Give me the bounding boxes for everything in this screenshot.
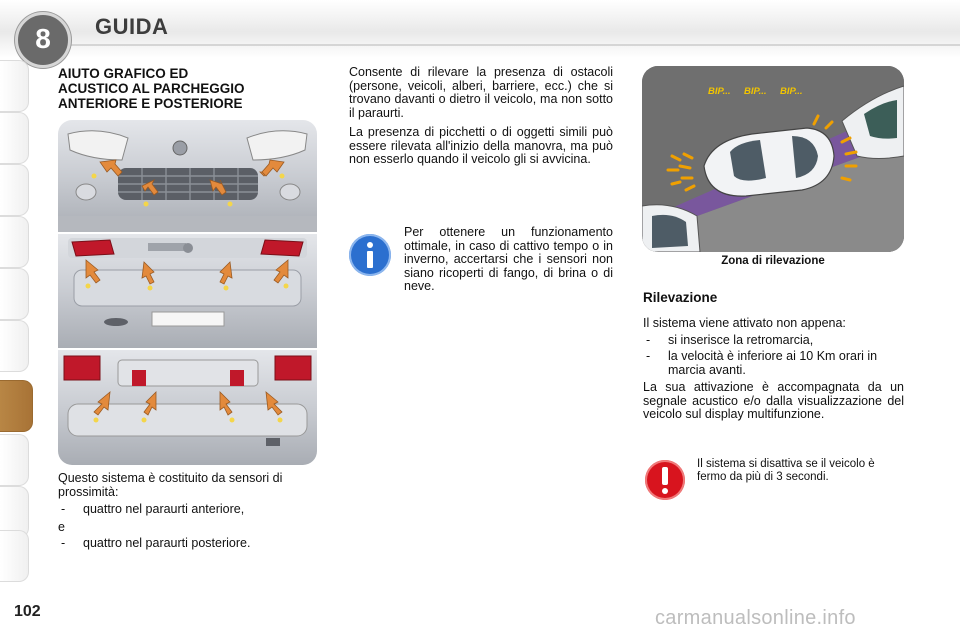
side-tab[interactable] [0,112,29,164]
header-rule [60,44,960,46]
side-tab[interactable] [0,320,29,372]
bip-label: BIP... [780,86,803,97]
sensor-description [58,472,323,554]
side-tab[interactable] [0,434,29,486]
warning-icon [645,460,685,500]
chapter-side-tabs [0,60,32,580]
bumper-sensors-svg [58,120,317,465]
sensor-intro: Questo sistema è costituito da sensori di prossimità: [58,471,283,499]
list-item: - si inserisce la retromarcia, [643,334,904,348]
section-title-line: AIUTO GRAFICO ED [58,66,189,81]
bumper-sensors-illustration [58,120,317,465]
paragraph: Il sistema viene attivato non appena: [643,316,846,330]
detection-zone-diagram [642,66,904,252]
rear-bumper [58,234,317,348]
page-number: 102 [14,603,41,620]
watermark: carmanualsonline.info [655,607,856,629]
side-tab[interactable] [0,530,29,582]
side-tab[interactable] [0,60,29,112]
bip-label: BIP... [708,86,731,97]
chapter-title: GUIDA [95,14,169,39]
bip-label: BIP... [744,86,767,97]
conjunction-text: e [58,519,65,534]
list-item: - quattro nel paraurti anteriore, [58,503,323,517]
info-note-text: Per ottenere un funzionamento ottimale, in caso di cattivo tempo o in inverno, accertarsi che i sensori non siano ricoperti di fango, di brina o di neve. [404,225,613,293]
detection-zone-svg [642,66,904,252]
info-icon [349,234,391,276]
warning-note-text: Il sistema si disattiva se il veicolo è fermo da più di 3 secondi. [697,458,875,483]
subsection-title: Rilevazione [643,290,718,305]
diagram-caption: Zona di rilevazione [721,255,825,267]
front-bumper [58,120,317,232]
middle-column-text [349,66,613,173]
page-header [0,0,960,58]
rear-bumper-variant [58,350,317,465]
side-tab[interactable] [0,216,29,268]
side-tab[interactable] [0,268,29,320]
section-title-line: ACUSTICO AL PARCHEGGIO [58,81,245,96]
list-item: - la velocità è inferiore ai 10 Km orari in marcia avanti. [643,350,904,377]
chapter-number-badge: 8 [15,12,71,68]
section-title [58,66,328,111]
list-item: - quattro nel paraurti posteriore. [58,537,323,551]
paragraph: Consente di rilevare la presenza di ostacoli (persone, veicoli, alberi, barriere, ecc.) che si trovano davanti o dietro il veicolo, ma non sotto il paraurti. [349,65,613,120]
side-tab-active[interactable] [0,380,33,432]
paragraph: La sua attivazione è accompagnata da un segnale acustico e/o dalla visualizzazione del veicolo sul display multifunzione. [643,380,904,421]
side-tab[interactable] [0,164,29,216]
paragraph: La presenza di picchetti o di oggetti simili può essere rilevata all'inizio della manovra, ma può non esserlo quando il veicolo gli si avvicina. [349,125,613,166]
detection-text [643,317,904,425]
section-title-line: ANTERIORE E POSTERIORE [58,96,243,111]
